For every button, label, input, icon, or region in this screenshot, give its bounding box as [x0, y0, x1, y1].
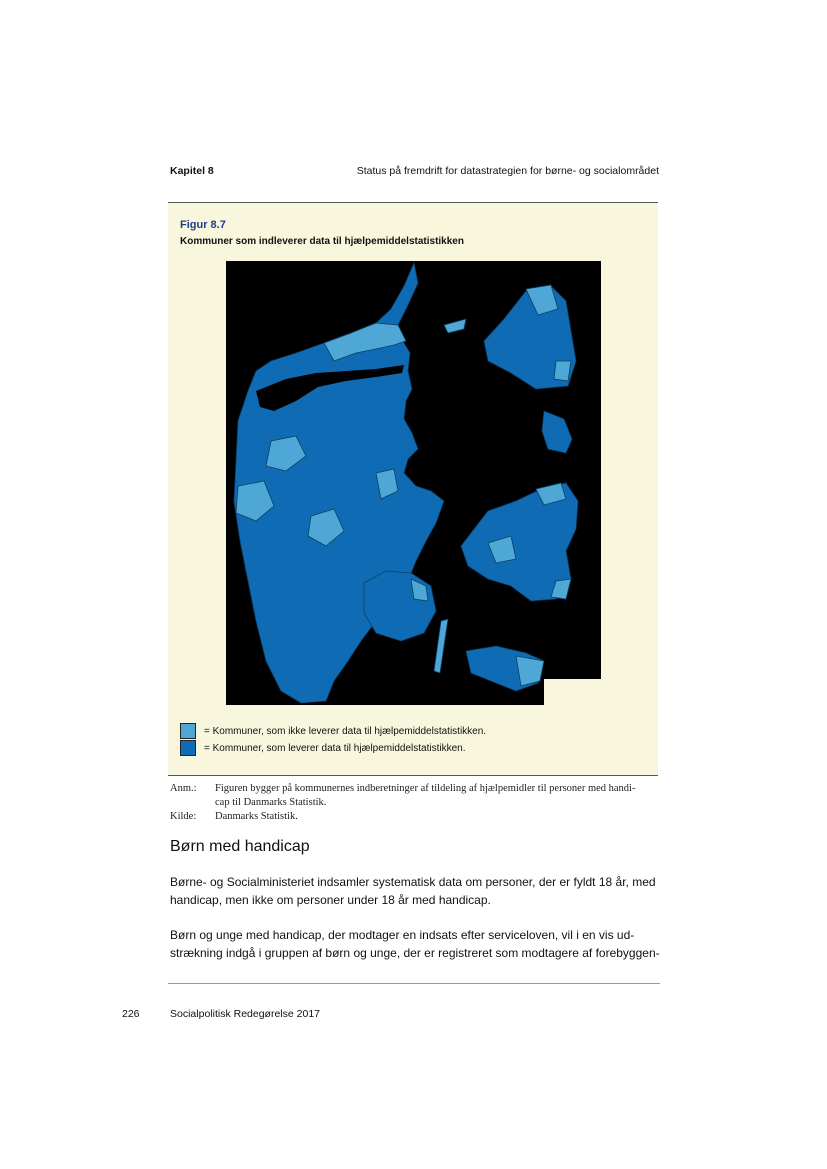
legend-swatch-dark: [180, 740, 196, 756]
denmark-municipality-map: [226, 261, 601, 705]
note-anm-line1: Figuren bygger på kommunernes indberetninger af tildeling af hjælpemidler til personer med handi-: [215, 783, 636, 794]
paragraph-1: [170, 873, 665, 909]
note-anm-line2: cap til Danmarks Statistik.: [215, 797, 327, 808]
page-number: 226: [122, 1008, 140, 1020]
running-header-title: Status på fremdrift for datastrategien for børne- og socialområdet: [356, 165, 659, 177]
paragraph-2: [170, 926, 665, 962]
paragraph-1-line-2: handicap, men ikke om personer under 18 år med handicap.: [170, 893, 491, 907]
section-heading: Børn med handicap: [170, 838, 310, 855]
figure-title: Kommuner som indleverer data til hjælpemiddelstatistikken: [180, 236, 464, 247]
note-anm-key: Anm.:: [170, 783, 197, 794]
footer-publication-title: Socialpolitisk Redegørelse 2017: [170, 1008, 320, 1020]
note-anm: [170, 783, 635, 794]
map-cutout: [544, 679, 601, 705]
legend-text-dark: = Kommuner, som leverer data til hjælpemiddelstatistikken.: [204, 742, 466, 754]
legend-text-light: = Kommuner, som ikke leverer data til hjælpemiddelstatistikken.: [204, 725, 487, 737]
paragraph-1-line-1: Børne- og Socialministeriet indsamler systematisk data om personer, der er fyldt 18 år, med: [170, 875, 656, 889]
note-kilde-text: Danmarks Statistik.: [215, 811, 298, 822]
municipality-north-zealand-light: [554, 361, 571, 381]
legend-entry-not-delivering: [180, 723, 486, 739]
figure-label: Figur 8.7: [180, 219, 226, 231]
note-kilde-key: Kilde:: [170, 811, 197, 822]
note-kilde: [170, 811, 298, 822]
figure-box: [168, 202, 658, 776]
paragraph-2-line-2: strækning indgå i gruppen af børn og unge, der er registreret som modtagere af forebyggen-: [170, 946, 660, 960]
chapter-label: Kapitel 8: [170, 165, 214, 177]
note-anm-continued: [170, 797, 326, 808]
legend-swatch-light: [180, 723, 196, 739]
paragraph-2-line-1: Børn og unge med handicap, der modtager en indsats efter serviceloven, vil i en vis ud-: [170, 928, 635, 942]
legend-entry-delivering: [180, 740, 466, 756]
footer-divider: [168, 983, 660, 984]
